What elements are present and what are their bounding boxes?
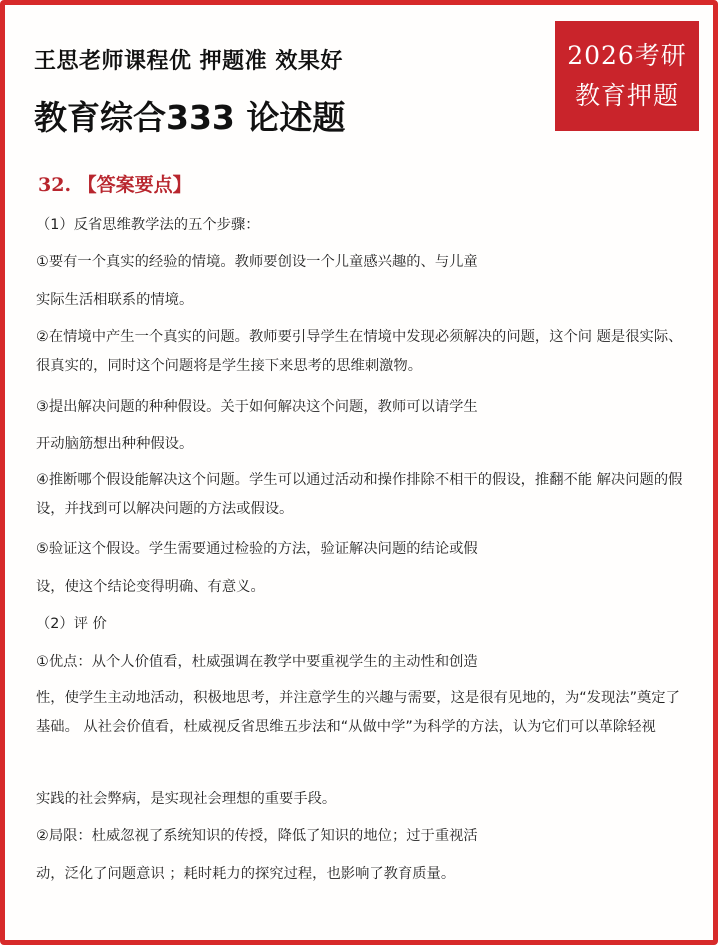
stamp-line-2: 教育押题 xyxy=(574,81,679,110)
stamp-line-1: 2026考研 xyxy=(567,41,687,70)
merit-paragraph: 性，使学生主动地活动，积极地思考，并注意学生的兴趣与需要，这是很有见地的，为“发现法”奠定了基础。 从社会价值看，杜威视反省思维五步法和“从做中学”为科学的方法，认为它们可以革除轻视 xyxy=(36,690,680,735)
step1-line2: 实际生活相联系的情境。 xyxy=(36,292,194,308)
header-tagline: 王思老师课程优 押题准 效果好 xyxy=(34,49,343,74)
limit-line2: 动，泛化了问题意识 ；耗时耗力的探究过程，也影响了教育质量。 xyxy=(36,866,456,882)
merit-line3: 实践的社会弊病，是实现社会理想的重要手段。 xyxy=(36,791,337,807)
step5-line1: ⑤验证这个假设。学生需要通过检验的方法，验证解决问题的结论或假 xyxy=(36,541,478,557)
header-title: 教育综合333 论述题 xyxy=(34,98,346,137)
merit-line1: ①优点：从个人价值看，杜威强调在教学中要重视学生的主动性和创造 xyxy=(36,654,478,670)
exam-stamp xyxy=(555,21,699,131)
step3-line1: ③提出解决问题的种种假设。关于如何解决这个问题，教师可以请学生 xyxy=(36,399,478,415)
step3-line2: 开动脑筋想出种种假设。 xyxy=(36,436,194,452)
limit-line1: ②局限：杜威忽视了系统知识的传授，降低了知识的地位；过于重视活 xyxy=(36,828,478,844)
step4-paragraph: ④推断哪个假设能解决这个问题。学生可以通过活动和操作排除不相干的假设，推翻不能 解决问题的假设，并找到可以解决问题的方法或假设。 xyxy=(36,472,683,517)
part1-heading: （1）反省思维教学法的五个步骤： xyxy=(36,217,260,233)
step2-paragraph: ②在情境中产生一个真实的问题。教师要引导学生在情境中发现必须解决的问题，这个问 题是很实际、很真实的，同时这个问题将是学生接下来思考的思维刺激物。 xyxy=(36,329,683,374)
part2-heading: （2）评 价 xyxy=(36,616,107,632)
step5-line2: 设，使这个结论变得明确、有意义。 xyxy=(36,579,265,595)
step1-line1: ①要有一个真实的经验的情境。教师要创设一个儿童感兴趣的、与儿童 xyxy=(36,254,478,270)
question-label: 32. 【答案要点】 xyxy=(38,174,192,196)
